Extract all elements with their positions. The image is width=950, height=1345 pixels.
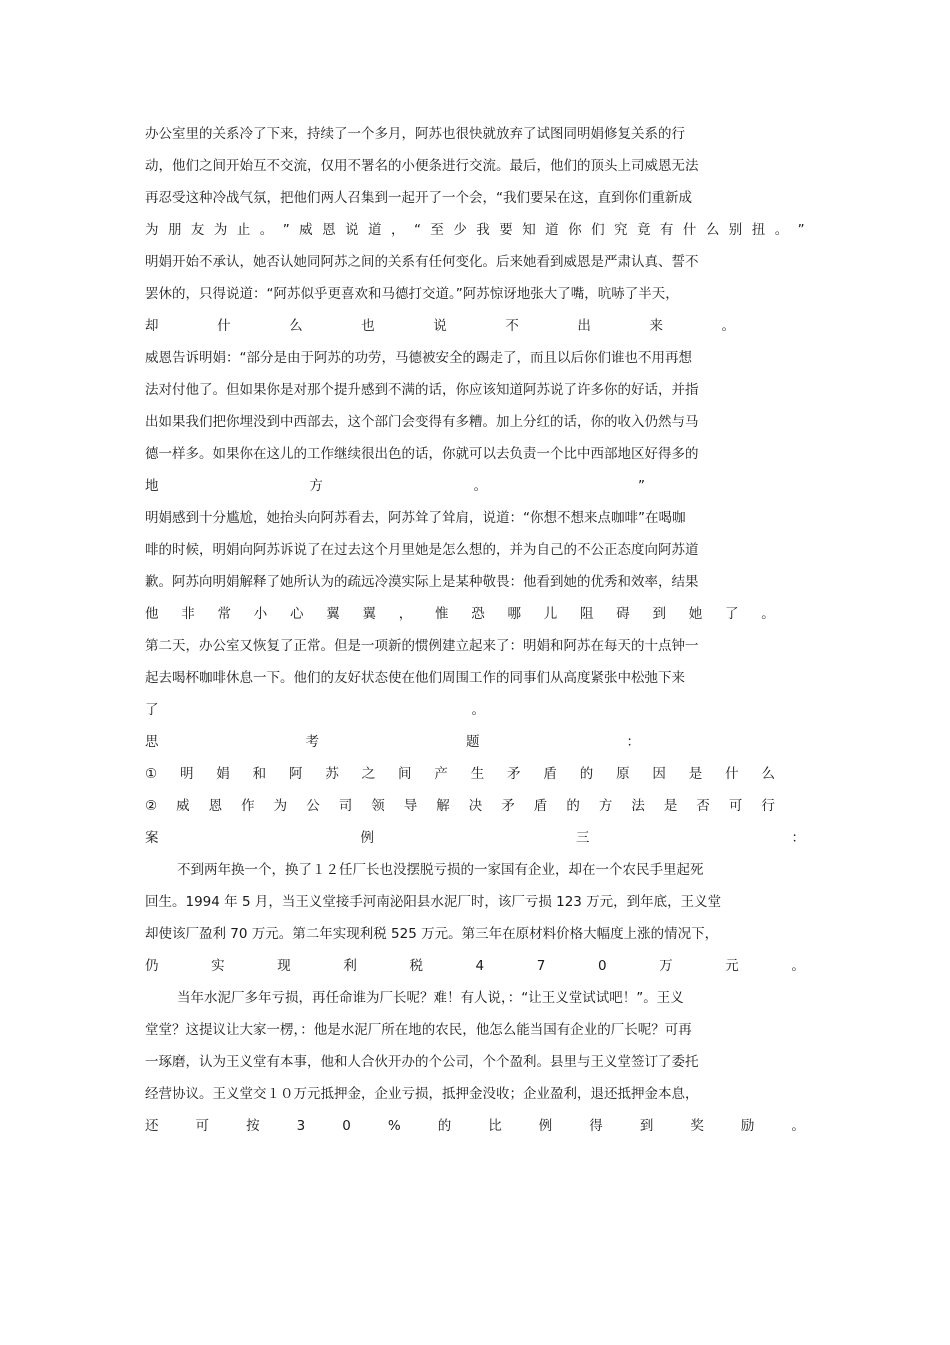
text-glyph: 阿	[288, 766, 303, 782]
text-glyph: 娟	[216, 766, 230, 782]
text-glyph: 生	[470, 766, 485, 782]
text-glyph: 的	[437, 1118, 452, 1134]
text-glyph: 解	[436, 798, 450, 814]
paragraph-line: 动，他们之间开始互不交流，仅用不署名的小便条进行交流。最后，他们的顶头上司威恩无法	[145, 158, 699, 174]
text-glyph: 心	[290, 606, 304, 622]
text-glyph: 们	[591, 222, 605, 238]
text-glyph: 说	[433, 318, 447, 334]
text-glyph: 止	[236, 222, 251, 238]
text-glyph: 现	[277, 958, 291, 974]
text-glyph: 三	[576, 830, 590, 846]
text-glyph: 也	[361, 318, 375, 334]
paragraph-line: 歉。阿苏向明娟解释了她所认为的疏远冷漠实际上是某种敬畏：他看到她的优秀和效率，结果	[145, 574, 699, 590]
text-glyph: 可	[195, 1118, 210, 1134]
text-glyph: 么	[289, 318, 303, 334]
text-glyph: 是	[688, 766, 703, 782]
paragraph-line	[145, 220, 805, 240]
text-glyph: ①	[145, 766, 158, 782]
text-glyph: 要	[499, 222, 513, 238]
text-glyph: 是	[663, 798, 678, 814]
text-glyph: ：	[626, 734, 640, 750]
text-glyph: 。	[791, 958, 805, 974]
text-glyph: 。	[761, 606, 775, 622]
paragraph-line: 堂堂？这提议让大家一楞，：他是水泥厂所在地的农民，他怎么能当国有企业的厂长呢？可再	[145, 1022, 692, 1038]
paragraph-line: 威恩告诉明娟：“部分是由于阿苏的功劳，马德被安全的踢走了，而且以后你们谁也不用再想	[145, 350, 692, 366]
text-glyph: ”	[797, 222, 805, 238]
paragraph-line: 德一样多。如果你在这儿的工作继续很出色的话，你就可以去负责一个比中西部地区好得多的	[145, 446, 699, 462]
paragraph-line: 再忍受这种冷战气氛，把他们两人召集到一起开了一个会，“我们要呆在这，直到你们重新成	[145, 190, 692, 206]
paragraph-line: 第二天，办公室又恢复了正常。但是一项新的惯例建立起来了：明娟和阿苏在每天的十点钟一	[145, 638, 699, 654]
text-glyph: 来	[649, 318, 663, 334]
text-glyph: 。	[473, 478, 488, 494]
text-glyph: 翼	[326, 606, 340, 622]
text-glyph: 你	[568, 222, 582, 238]
paragraph-line	[145, 316, 735, 336]
text-glyph: 思	[145, 734, 159, 750]
text-glyph: 行	[761, 798, 775, 814]
text-glyph: 实	[211, 958, 225, 974]
text-glyph: 矛	[501, 798, 515, 814]
paragraph-line: 啡的时候，明娟向阿苏诉说了在过去这个月里她是怎么想的，并为自己的不公正态度向阿苏道	[145, 542, 699, 558]
text-glyph: 还	[145, 1118, 159, 1134]
text-glyph: 出	[577, 318, 591, 334]
text-glyph: 4	[475, 958, 485, 974]
text-glyph: 原	[616, 766, 630, 782]
text-glyph: 决	[468, 798, 483, 814]
text-glyph: 说	[345, 222, 359, 238]
text-glyph: 威	[299, 222, 313, 238]
text-glyph: 。	[259, 222, 274, 238]
paragraph-line	[145, 700, 485, 720]
text-glyph: 究	[614, 222, 628, 238]
text-glyph: ②	[145, 798, 158, 814]
text-glyph: 案	[145, 830, 159, 846]
text-glyph: 扭	[751, 222, 766, 238]
text-glyph: 什	[725, 766, 739, 782]
text-glyph: 可	[728, 798, 743, 814]
text-glyph: 盾	[543, 766, 557, 782]
text-glyph: 么	[705, 222, 720, 238]
text-glyph: 0	[342, 1118, 351, 1134]
text-glyph: 苏	[325, 766, 339, 782]
text-glyph: 0	[597, 958, 607, 974]
text-glyph: 哪	[507, 606, 521, 622]
text-glyph: 明	[179, 766, 194, 782]
text-glyph: 至	[430, 222, 444, 238]
text-glyph: 到	[652, 606, 666, 622]
text-glyph: 得	[589, 1118, 603, 1134]
paragraph-line: 一琢磨，认为王义堂有本事，他和人合伙开办的个公司，个个盈利。县里与王义堂签订了委托	[145, 1054, 699, 1070]
text-glyph: %	[387, 1118, 401, 1134]
text-glyph: 为	[145, 222, 159, 238]
paragraph-line: 办公室里的关系冷了下来，持续了一个多月，阿苏也很快就放弃了试图同明娟修复关系的行	[145, 126, 685, 142]
text-glyph: 仍	[145, 958, 159, 974]
text-glyph: 的	[566, 798, 580, 814]
text-glyph: 却	[145, 318, 159, 334]
text-glyph: 题	[466, 734, 480, 750]
text-glyph: 为	[273, 798, 288, 814]
text-glyph: 比	[488, 1118, 502, 1134]
text-glyph: 常	[217, 606, 231, 622]
text-glyph: 7	[536, 958, 546, 974]
text-glyph: 方	[598, 798, 613, 814]
text-glyph: 友	[190, 222, 205, 238]
text-glyph: 别	[728, 222, 743, 238]
text-glyph: 恩	[208, 798, 223, 814]
text-glyph: 产	[434, 766, 448, 782]
paragraph-line: 经营协议。王义堂交１０万元抵押金，企业亏损，抵押金没收；企业盈利，退还抵押金本息，	[145, 1086, 699, 1102]
question-item	[145, 796, 775, 816]
text-glyph: 3	[296, 1118, 306, 1134]
text-glyph: ”	[282, 222, 290, 238]
text-glyph: ：	[791, 830, 805, 846]
paragraph-line: 法对付他了。但如果你是对那个提升感到不满的话，你应该知道阿苏说了许多你的好话，并指	[145, 382, 699, 398]
text-glyph: 恩	[322, 222, 336, 238]
text-glyph: 例	[538, 1118, 553, 1134]
paragraph-line: 罢休的，只得说道：“阿苏似乎更喜欢和马德打交道。”阿苏惊讶地张大了嘴，吭哧了半天，	[145, 286, 679, 302]
text-glyph: 地	[145, 478, 159, 494]
question-item	[145, 764, 775, 784]
text-glyph: 励	[740, 1118, 755, 1134]
text-glyph: 什	[217, 318, 231, 334]
text-glyph: 利	[343, 958, 357, 974]
section-heading	[145, 732, 640, 752]
paragraph-line: 起去喝杯咖啡休息一下。他们的友好状态使在他们周围工作的同事们从高度紧张中松弛下来	[145, 670, 685, 686]
text-glyph: 法	[631, 798, 645, 814]
text-glyph: 威	[176, 798, 190, 814]
text-glyph: 翼	[362, 606, 376, 622]
text-glyph: 少	[453, 222, 467, 238]
text-glyph: 到	[639, 1118, 654, 1134]
text-glyph: 小	[253, 606, 268, 622]
text-glyph: 例	[360, 830, 374, 846]
paragraph-line: 明娟开始不承认，她否认她同阿苏之间的关系有任何变化。后来她看到威恩是严肃认真、誓不	[145, 254, 699, 270]
text-glyph: 间	[398, 766, 412, 782]
text-glyph: 有	[659, 222, 674, 238]
text-glyph: 奖	[690, 1118, 704, 1134]
text-glyph: 道	[368, 222, 382, 238]
text-glyph: 公	[306, 798, 320, 814]
text-glyph: 司	[338, 798, 353, 814]
text-glyph: 考	[305, 734, 319, 750]
paragraph-line	[145, 476, 645, 496]
text-glyph: 。	[721, 318, 735, 334]
paragraph-line: 明娟感到十分尴尬，她抬头向阿苏看去，阿苏耸了耸肩，说道：“你想不想来点咖啡”在喝咖	[145, 510, 686, 526]
text-glyph: ”	[637, 478, 645, 494]
text-glyph: 导	[403, 798, 418, 814]
text-glyph: 她	[688, 606, 703, 622]
text-glyph: 。	[471, 702, 485, 718]
text-glyph: 方	[309, 478, 323, 494]
text-glyph: 道	[545, 222, 559, 238]
text-glyph: 了	[145, 702, 159, 718]
text-glyph: 税	[409, 958, 423, 974]
paragraph-line: 回生。1994 年 5 月，当王义堂接手河南泌阳县水泥厂时，该厂亏损 123 万元，到年底，王义堂	[145, 894, 722, 910]
text-glyph: 了	[725, 606, 739, 622]
case-heading	[145, 828, 805, 848]
text-glyph: 么	[761, 766, 775, 782]
text-glyph: 为	[213, 222, 228, 238]
text-glyph: 之	[361, 766, 376, 782]
text-glyph: 竟	[636, 222, 651, 238]
text-glyph: 领	[371, 798, 385, 814]
text-glyph: 儿	[543, 606, 558, 622]
text-glyph: 按	[246, 1118, 260, 1134]
paragraph-line	[145, 956, 805, 976]
text-glyph: ，	[398, 606, 413, 622]
text-glyph: 万	[659, 958, 673, 974]
text-glyph: 不	[505, 318, 519, 334]
text-glyph: 他	[145, 606, 159, 622]
paragraph-line: 却使该厂盈利 70 万元。第二年实现利税 525 万元。第三年在原材料价格大幅度上涨的情况下，	[145, 926, 719, 942]
text-glyph: 惟	[435, 606, 449, 622]
paragraph-line: 当年水泥厂多年亏损，再任命谁为厂长呢？难！有人说，：“让王义堂试试吧！”。王义	[177, 990, 684, 1006]
text-glyph: 和	[252, 766, 267, 782]
text-glyph: 否	[696, 798, 710, 814]
text-glyph: 的	[579, 766, 594, 782]
text-glyph: 因	[652, 766, 666, 782]
text-glyph: 知	[522, 222, 536, 238]
text-glyph: 。	[774, 222, 789, 238]
text-glyph: 作	[241, 798, 255, 814]
text-glyph: 矛	[507, 766, 521, 782]
text-glyph: 什	[682, 222, 697, 238]
text-glyph: 碍	[616, 606, 630, 622]
text-glyph: 我	[476, 222, 490, 238]
text-glyph: 非	[181, 606, 195, 622]
text-glyph: 元	[725, 958, 739, 974]
text-glyph: 朋	[167, 222, 182, 238]
text-glyph: 阻	[580, 606, 594, 622]
paragraph-line	[145, 1116, 805, 1136]
paragraph-line	[145, 604, 775, 624]
text-glyph: “	[413, 222, 421, 238]
text-glyph: 盾	[533, 798, 548, 814]
text-glyph: 恐	[471, 606, 485, 622]
text-glyph: 。	[791, 1118, 805, 1134]
paragraph-line: 出如果我们把你埋没到中西部去，这个部门会变得有多糟。加上分红的话，你的收入仍然与马	[145, 414, 699, 430]
paragraph-line: 不到两年换一个，换了１２任厂长也没摆脱亏损的一家国有企业，却在一个农民手里起死	[177, 862, 704, 878]
text-glyph: ，	[390, 222, 405, 238]
